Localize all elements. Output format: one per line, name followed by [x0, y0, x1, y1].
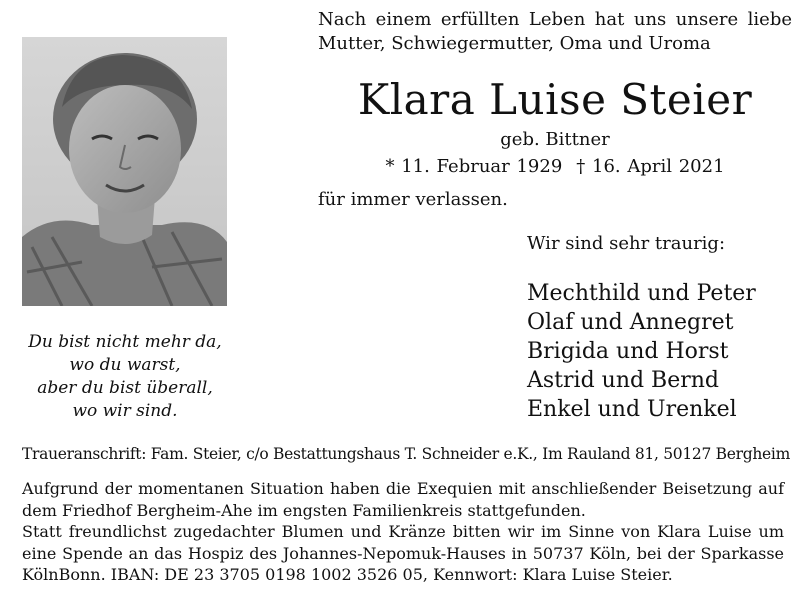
death-date: † 16. April 2021	[576, 156, 725, 177]
poem-line: aber du bist überall,	[37, 378, 213, 398]
life-dates	[318, 155, 792, 179]
poem-line: wo wir sind.	[72, 401, 178, 421]
maiden-name: geb. Bittner	[500, 129, 610, 150]
family-member: Astrid und Bernd	[527, 368, 720, 393]
passing-phrase: für immer verlassen.	[318, 189, 508, 210]
poem-line: Du bist nicht mehr da,	[28, 332, 222, 352]
donation-notice: Statt freundlichst zugedachter Blumen und Kränze bitten wir im Sinne von Klara Luise um eine Spende an das Hospiz des Johannes-Nepomuk-Hauses in 50737 Köln, bei der Sparkasse KölnBonn. IBAN: DE 23 3705 0198 1002 3526 05, Kennwort: Klara Luise Steier.	[22, 522, 784, 584]
intro-text: Nach einem erfüllten Leben hat uns unsere liebe Mutter, Schwiegermutter, Oma und Uroma	[318, 9, 792, 54]
family-list	[527, 279, 756, 424]
family-member: Olaf und Annegret	[527, 310, 734, 335]
portrait-photo	[22, 37, 227, 306]
poem	[20, 331, 230, 423]
notice-text	[22, 478, 784, 586]
mourning-phrase: Wir sind sehr traurig:	[527, 233, 726, 254]
deceased-name: Klara Luise Steier	[357, 75, 753, 124]
family-member: Enkel und Urenkel	[527, 397, 737, 422]
poem-line: wo du warst,	[69, 355, 181, 375]
family-member: Brigida und Horst	[527, 339, 729, 364]
family-member: Mechthild und Peter	[527, 281, 756, 306]
mourning-address: Traueranschrift: Fam. Steier, c/o Bestattungshaus T. Schneider e.K., Im Rauland 81, 50127 Bergheim	[22, 445, 790, 463]
funeral-notice: Aufgrund der momentanen Situation haben die Exequien mit anschließender Beisetzung auf dem Friedhof Bergheim-Ahe im engsten Familienkreis stattgefunden.	[22, 479, 784, 520]
birth-date: * 11. Februar 1929	[385, 156, 563, 177]
